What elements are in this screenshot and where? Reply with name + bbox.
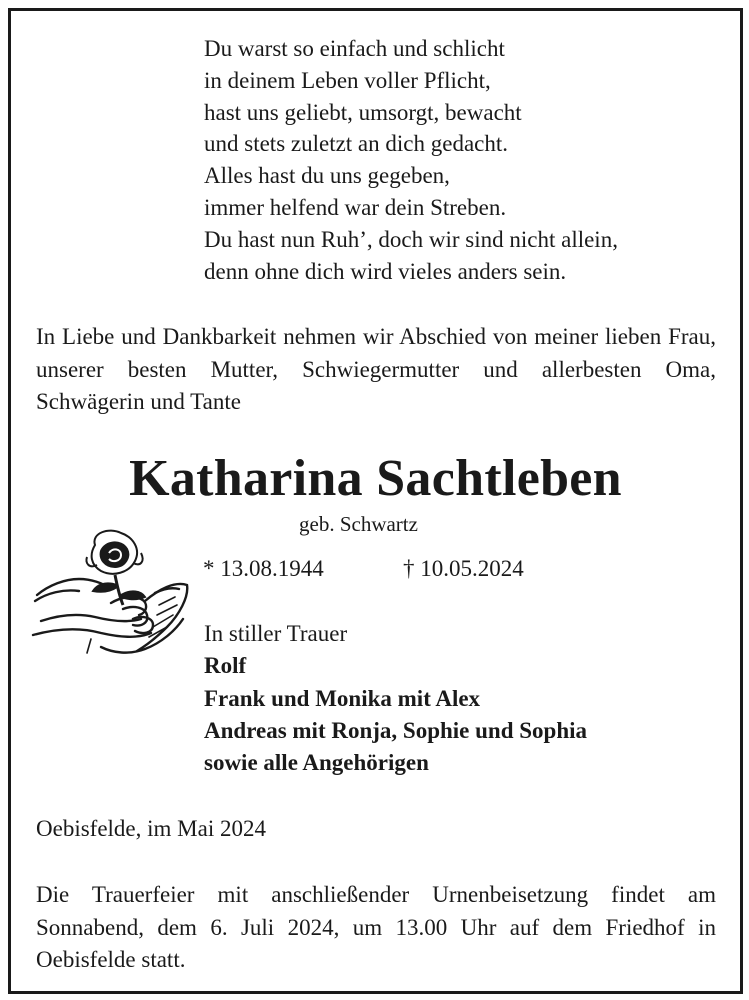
maiden-name: geb. Schwartz [299, 512, 418, 536]
mourner-name: sowie alle Angehörigen [204, 750, 429, 776]
poem [204, 33, 618, 287]
death-date: † 10.05.2024 [403, 556, 524, 581]
poem-line: Alles hast du uns gegeben, [204, 163, 450, 189]
mourner-name: Rolf [204, 653, 247, 679]
life-dates [203, 553, 524, 585]
deceased-name: Katharina Sachtleben [129, 450, 622, 507]
mourners-heading: In stiller Trauer [204, 621, 348, 646]
mourners [204, 618, 587, 779]
poem-line: Du warst so einfach und schlicht [204, 36, 505, 61]
poem-line: in deinem Leben voller Pflicht, [204, 67, 491, 93]
poem-line: denn ohne dich wird vieles anders sein. [204, 258, 567, 284]
poem-line: hast uns geliebt, umsorgt, bewacht [204, 99, 522, 125]
place-date: Oebisfelde, im Mai 2024 [36, 816, 266, 841]
mourner-name: Frank und Monika mit Alex [204, 685, 481, 711]
mourner-name: Andreas mit Ronja, Sophie und Sophia [204, 717, 588, 743]
poem-line: immer helfend war dein Streben. [204, 194, 507, 220]
poem-line: Du hast nun Ruh’, doch wir sind nicht allein, [204, 226, 618, 252]
poem-line: und stets zuletzt an dich gedacht. [204, 131, 509, 157]
hands-holding-rose-icon [29, 523, 191, 663]
obituary-frame [8, 8, 743, 994]
birth-date: * 13.08.1944 [203, 556, 324, 581]
intro-text: In Liebe und Dankbarkeit nehmen wir Abschied von meiner lieben Frau, unserer besten Mutter, Schwiegermutter und allerbesten Oma, Schwägerin und Tante [36, 324, 716, 414]
funeral-service-info: Die Trauerfeier mit anschließender Urnenbeisetzung findet am Sonnabend, dem 6. Juli 2024, um 13.00 Uhr auf dem Friedhof in Oebisfelde statt. [36, 882, 716, 972]
